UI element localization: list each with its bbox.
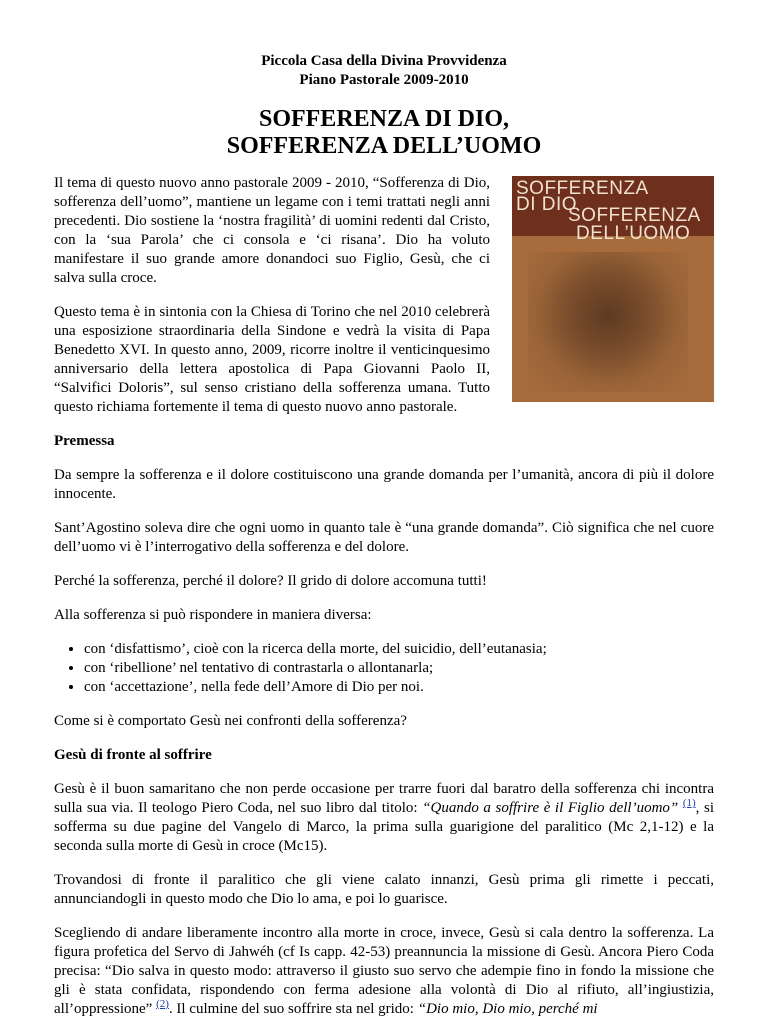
cover-title-line-1: SOFFERENZA [516, 178, 649, 199]
intro-section [54, 174, 714, 417]
cover-title-line-4: DELL’UOMO [576, 223, 691, 244]
gesu-section [54, 746, 714, 1019]
gesu-paragraph-1-text-a: Gesù è il buon samaritano che non perde occasione per trarre fuori dal baratro della sofferenza chi incontra sulla sua via. Il teologo Piero Coda, nel suo libro dal titolo: [54, 781, 714, 816]
pastoral-plan-label: Piano Pastorale 2009-2010 [299, 72, 469, 88]
section-heading-gesu: Gesù di fronte al soffrire [54, 747, 212, 763]
gesu-paragraph-3-text-b: . Il culmine del suo soffrire sta nel grido: [168, 1001, 418, 1017]
title-line-2: SOFFERENZA DELL’UOMO [226, 133, 542, 159]
gesu-paragraph-1 [54, 780, 714, 856]
gesu-paragraph-3 [54, 924, 714, 1019]
title-line-1: SOFFERENZA DI DIO, [258, 106, 510, 132]
cover-title-line-3: SOFFERENZA [568, 205, 701, 226]
shroud-face-image [528, 252, 688, 392]
list-item: • con ‘disfattismo’, cioè con la ricerca della morte, del suicidio, dell’eutanasia; [84, 640, 714, 659]
premessa-paragraph-4: Alla sofferenza si può rispondere in maniera diversa: [54, 607, 372, 623]
document-page [54, 0, 714, 1034]
intro-paragraph-1: Il tema di questo nuovo anno pastorale 2009 - 2010, “Sofferenza di Dio, sofferenza dell’uomo”, mantiene un legame con i temi trattati negli anni precedenti. Dio sostiene la ‘nostra fragilità’ di uomini redenti dal Cristo, con la ‘sua Parola’ che ci consola e ‘ci risana’. Dio ha voluto manifestare il suo grande amore donandoci suo Figlio, Gesù, che ci salva sulla croce. [54, 175, 490, 286]
intro-text [54, 174, 490, 417]
gesu-paragraph-3-text-a: Scegliendo di andare liberamente incontro alla morte in croce, invece, Gesù si cala dentro la sofferenza. La figura profetica del Servo di Jahwéh (cf Is capp. 42-53) preannuncia la missione di Gesù. Ancora Piero Coda precisa: “Dio salva in questo modo: attraverso il giusto suo servo che adempie fino in fondo la missione che gli è stata confidata, rispondendo con ferma adesione alla volontà di Dio al rifiuto, all’ingiustizia, all’oppressione” [54, 925, 714, 1017]
cry-quote: “Dio mio, Dio mio, perché mi [417, 1001, 598, 1017]
gesu-paragraph-1-text-b: , si sofferma su due pagine del Vangelo di Marco, la prima sulla guarigione del paralitico (Mc 2,1-12) e la seconda sulla morte di Gesù in croce (Mc15). [54, 800, 714, 854]
cover-title-line-2: DI DIO [516, 194, 578, 215]
document-header [54, 52, 714, 90]
premessa-paragraph-1: Da sempre la sofferenza e il dolore costituiscono una grande domanda per l’umanità, ancora di più il dolore innocente. [54, 467, 714, 502]
list-item: • con ‘accettazione’, nella fede dell’Amore di Dio per noi. [84, 678, 714, 697]
premessa-paragraph-3: Perché la sofferenza, perché il dolore? Il grido di dolore accomuna tutti! [54, 573, 487, 589]
premessa-section [54, 432, 714, 731]
book-cover-image [512, 176, 714, 402]
book-title-quote: “Quando a soffrire è il Figlio dell’uomo” [422, 800, 679, 816]
intro-paragraph-2: Questo tema è in sintonia con la Chiesa di Torino che nel 2010 celebrerà una esposizione straordinaria della Sindone e vedrà la visita di Papa Benedetto XVI. In questo anno, 2009, ricorre inoltre il venticinquesimo anniversario della lettera apostolica di Papa Giovanni Paolo II, “Salvifici Doloris”, sul senso cristiano della sofferenza umana. Tutto questo richiama fortemente il tema di questo nuovo anno pastorale. [54, 304, 490, 415]
list-item: • con ‘ribellione’ nel tentativo di contrastarla o allontanarla; [84, 659, 714, 678]
premessa-paragraph-2: Sant’Agostino soleva dire che ogni uomo in quanto tale è “una grande domanda”. Ciò significa che nel cuore dell’uomo vi è l’interrogativo della sofferenza e del dolore. [54, 520, 714, 555]
document-title [54, 106, 714, 160]
response-list [54, 640, 714, 697]
section-heading-premessa: Premessa [54, 433, 115, 449]
footnote-link-2[interactable]: (2) [156, 998, 169, 1010]
footnote-link-1[interactable]: (1) [682, 797, 696, 809]
premessa-paragraph-5: Come si è comportato Gesù nei confronti della sofferenza? [54, 713, 407, 729]
organization-name: Piccola Casa della Divina Provvidenza [261, 53, 507, 69]
gesu-paragraph-2: Trovandosi di fronte il paralitico che gli viene calato innanzi, Gesù prima gli rimette i peccati, annunciandogli in questo modo che Dio lo ama, e poi lo guarisce. [54, 872, 714, 907]
